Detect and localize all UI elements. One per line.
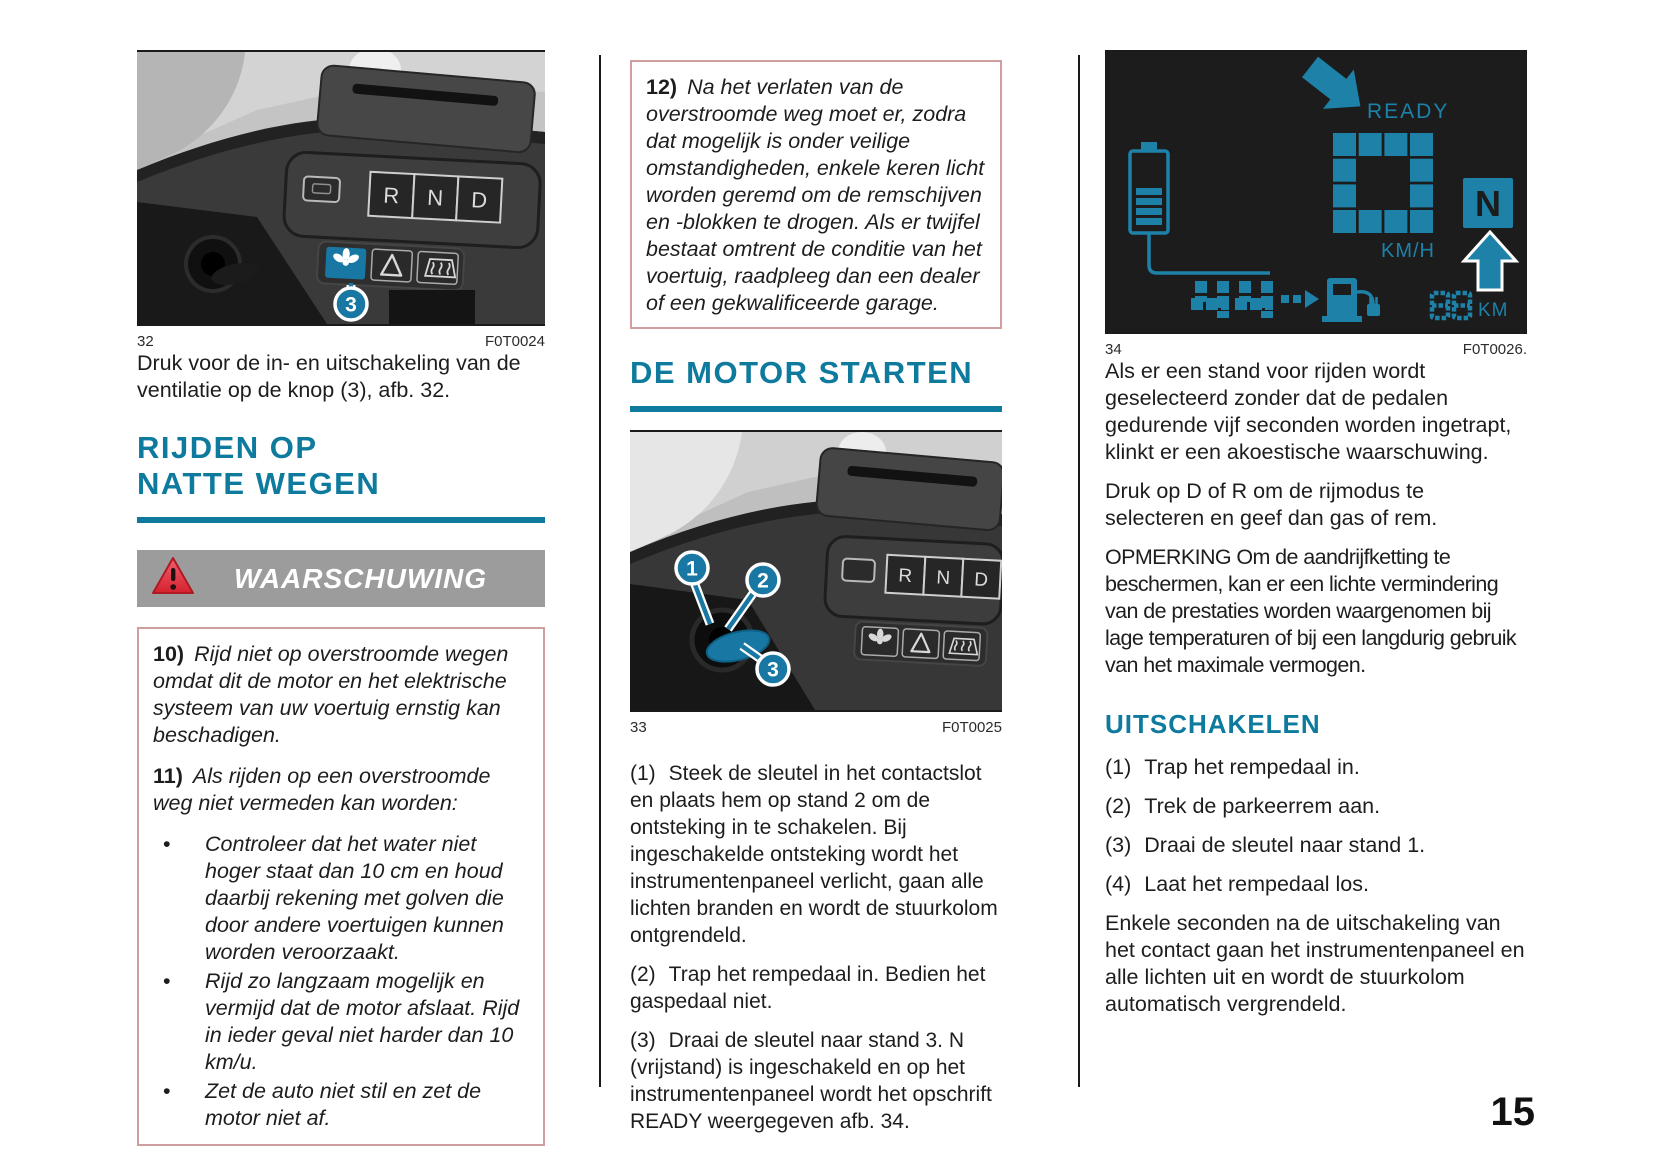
gear-n-label: N	[426, 184, 444, 211]
figure-34	[1105, 50, 1527, 358]
section-heading-start-engine	[630, 355, 1002, 412]
figure-33	[630, 430, 1002, 736]
figure-code: F0T0026.	[1462, 341, 1527, 358]
section-heading-wet-roads	[137, 430, 545, 523]
heading-switch-off: UITSCHAKELEN	[1105, 709, 1321, 739]
bullet-dot: •	[163, 832, 171, 856]
heading-underline	[137, 517, 545, 523]
warning-item-10: 10) Rijd niet op overstroomde wegen omdat dit de motor en het elektrische systeem van uw voertuig ernstig kan beschadigen.	[153, 642, 509, 747]
step-3: (3) Draai de sleutel naar stand 1.	[1105, 833, 1426, 857]
figure-33-caption	[630, 719, 1002, 736]
warning-triangle-icon	[150, 555, 196, 602]
callout-1-number: 1	[686, 557, 698, 581]
step-2: (2) Trek de parkeerrem aan.	[1105, 794, 1381, 818]
warning-bullet-1: • Controleer dat het water niet hoger staat dan 10 cm en houd daarbij rekening met golven die door andere voertuigen kunnen worden veroorzaakt.	[153, 831, 529, 966]
figure-bottom-rule	[630, 710, 1002, 712]
fan-button	[325, 247, 367, 280]
gear-r-label: R	[897, 565, 913, 588]
gear-n-label: N	[935, 567, 951, 590]
bullet-dot: •	[163, 1079, 171, 1103]
dashboard-photo-32	[137, 52, 545, 324]
figure-bottom-rule	[1105, 332, 1527, 334]
gear-d-label: D	[973, 569, 989, 592]
hazard-button	[902, 629, 939, 659]
callout-3-number: 3	[345, 293, 357, 317]
heading-underline	[630, 406, 1002, 412]
figure-code: F0T0025	[941, 719, 1002, 736]
heading-start-engine: DE MOTOR STARTEN	[630, 355, 974, 390]
callout-3-number: 3	[767, 658, 779, 682]
figure-34-caption	[1105, 341, 1527, 358]
defrost-button	[417, 251, 459, 284]
step-2: (2) Trap het rempedaal in. Bedien het gaspedaal niet.	[630, 963, 986, 1013]
gear-selector-panel	[368, 172, 502, 223]
gear-n-indicator: N	[1475, 183, 1501, 224]
ready-indicator: READY	[1367, 100, 1450, 123]
item-number: 11)	[153, 764, 183, 788]
section-heading-switch-off	[1105, 709, 1527, 740]
drive-mode-paragraph: Druk op D of R om de rijmodus te selecteren en geef dan gas of rem.	[1105, 479, 1438, 530]
right-column	[1105, 50, 1527, 1030]
figure-number: 32	[137, 333, 154, 350]
km-unit-label: KM	[1478, 300, 1509, 321]
figure-number: 33	[630, 719, 647, 736]
defrost-button	[943, 631, 980, 661]
warning-bullet-3: • Zet de auto niet stil en zet de motor niet af.	[153, 1078, 529, 1132]
bullet-dot: •	[163, 969, 171, 993]
warning-label: WAARSCHUWING	[233, 562, 488, 594]
start-steps	[630, 760, 1002, 1135]
gear-indicator	[1463, 178, 1513, 228]
fan-button	[861, 627, 898, 657]
left-column	[137, 50, 545, 1146]
callout-2-number: 2	[757, 569, 769, 593]
step-1: (1) Steek de sleutel in het contactslot en plaats hem op stand 2 om de ontsteking in te schakelen. Bij ingeschakelde ontsteking wordt het instrumentenpaneel verlicht, gaan alle lichten branden en wordt de stuurkolom ontgrendeld.	[630, 762, 998, 947]
column-divider-right	[1078, 55, 1080, 1087]
middle-column	[630, 50, 1002, 1147]
figure-32	[137, 50, 545, 350]
step-4: (4) Laat het rempedaal los.	[1105, 872, 1369, 896]
gear-r-label: R	[382, 182, 400, 209]
step-3: (3) Draai de sleutel naar stand 3. N (vrijstand) is ingeschakeld en op het instrumentenpaneel wordt het opschrift READY weergegeven afb. 34.	[630, 1029, 992, 1133]
figure-bottom-rule	[137, 324, 545, 326]
figure-code: F0T0024	[484, 333, 545, 350]
item-number: 10)	[153, 642, 185, 666]
heading-line2: NATTE WEGEN	[137, 466, 381, 501]
kmh-unit-label: KM/H	[1381, 240, 1435, 262]
heading-line1: RIJDEN OP	[137, 430, 318, 465]
instrument-panel-photo-34	[1105, 52, 1527, 332]
hazard-button	[371, 249, 413, 282]
note-12-box	[630, 60, 1002, 329]
figure-number: 34	[1105, 341, 1122, 358]
gear-selector-panel	[885, 555, 1001, 599]
dashboard-photo-33	[630, 432, 1002, 710]
gear-d-label: D	[470, 187, 488, 213]
column-divider-left	[599, 55, 601, 1087]
switch-off-steps	[1105, 754, 1527, 898]
item-number: 12)	[646, 75, 678, 99]
warning-banner	[137, 550, 545, 607]
acoustic-warning-paragraph: Als er een stand voor rijden wordt geselecteerd zonder dat de pedalen gedurende vijf seconden worden ingetrapt, klinkt er een akoestische waarschuwing.	[1105, 359, 1512, 464]
figure-32-caption	[137, 333, 545, 350]
warning-text-box	[137, 627, 545, 1146]
ventilation-paragraph: Druk voor de in- en uitschakeling van de ventilatie op de knop (3), afb. 32.	[137, 351, 521, 402]
warning-item-11: 11) Als rijden op een overstroomde weg niet vermeden kan worden:	[153, 764, 491, 815]
remark-paragraph: OPMERKING Om de aandrijfketting te beschermen, kan er een lichte vermindering van de prestaties worden waargenomen bij lage temperaturen of bij een langdurig gebruik van het maximale vermogen.	[1105, 545, 1517, 677]
page-number: 15	[1490, 1090, 1535, 1134]
note-item-12: 12) Na het verlaten van de overstroomde weg moet er, zodra dat mogelijk is onder veilige omstandigheden, enkele keren licht worden geremd om de remschijven en -blokken te drogen. Als er twijfel bestaat omtrent de conditie van het voertuig, raadpleeg dan een dealer of een gekwalificeerde garage.	[646, 75, 985, 315]
warning-bullet-2: • Rijd zo langzaam mogelijk en vermijd dat de motor afslaat. Rijd in ieder geval niet harder dan 10 km/u.	[153, 968, 529, 1076]
step-1: (1) Trap het rempedaal in.	[1105, 755, 1360, 779]
usb-port	[842, 558, 875, 582]
switch-off-outro-paragraph: Enkele seconden na de uitschakeling van het contact gaan het instrumentenpaneel en alle lichten uit en wordt de stuurkolom automatisch vergrendeld.	[1105, 911, 1525, 1016]
usb-port	[303, 176, 340, 202]
